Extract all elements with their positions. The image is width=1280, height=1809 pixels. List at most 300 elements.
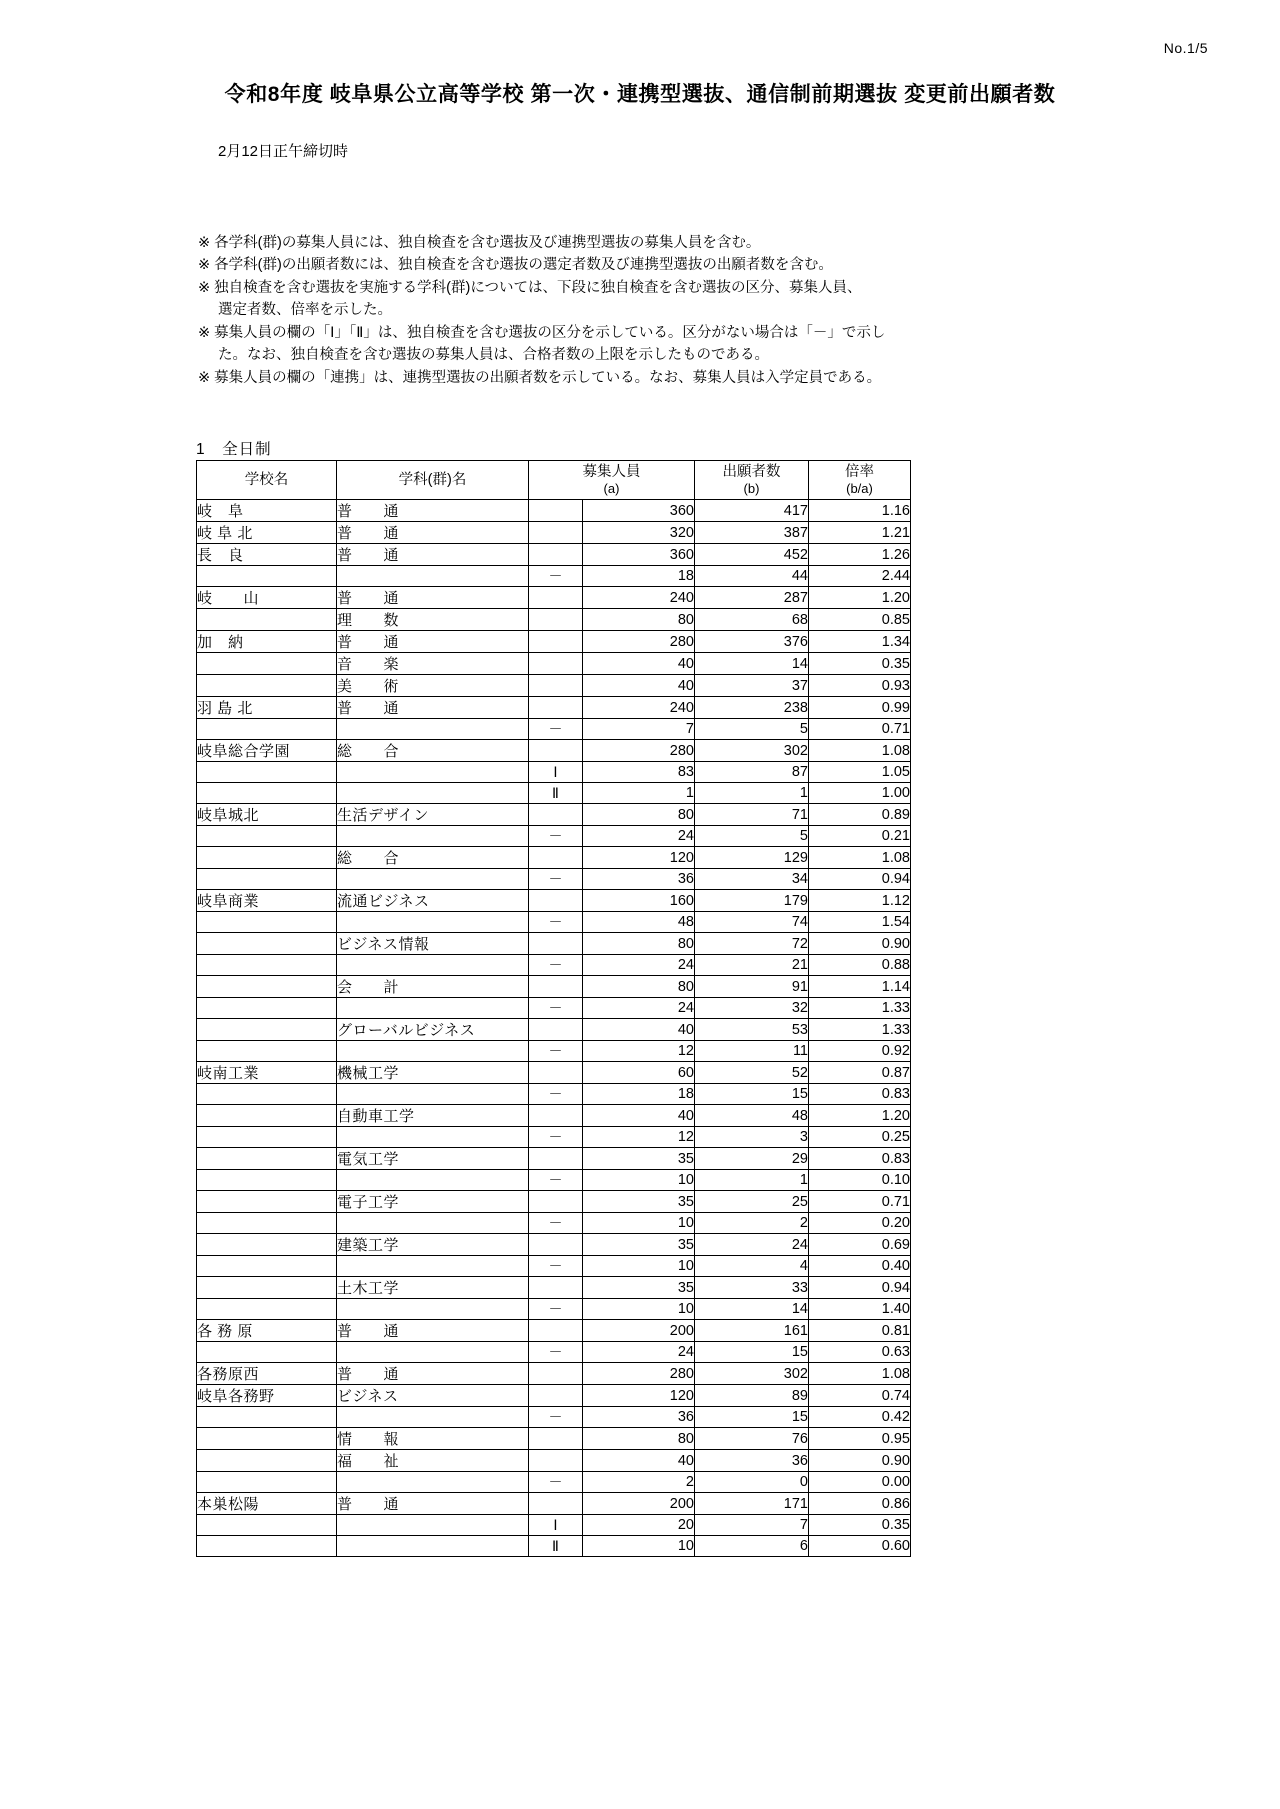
cell-applicants: 89 xyxy=(695,1385,809,1407)
cell-dept: 電子工学 xyxy=(337,1191,529,1213)
cell-category: － xyxy=(529,1342,583,1363)
cell-applicants: 1 xyxy=(695,783,809,804)
cell-quota: 80 xyxy=(583,804,695,826)
cell-category: － xyxy=(529,1213,583,1234)
cell-ratio: 1.20 xyxy=(809,587,911,609)
cell-school xyxy=(197,955,337,976)
cell-school: 岐阜城北 xyxy=(197,804,337,826)
cell-dept xyxy=(337,1213,529,1234)
cell-ratio: 1.33 xyxy=(809,998,911,1019)
cell-ratio: 0.87 xyxy=(809,1062,911,1084)
cell-dept: 普 通 xyxy=(337,1320,529,1342)
cell-applicants: 15 xyxy=(695,1407,809,1428)
cell-quota: 120 xyxy=(583,1385,695,1407)
cell-quota: 320 xyxy=(583,522,695,544)
cell-applicants: 5 xyxy=(695,719,809,740)
cell-ratio: 1.21 xyxy=(809,522,911,544)
cell-category: Ⅱ xyxy=(529,1536,583,1557)
cell-school: 岐 阜 北 xyxy=(197,522,337,544)
cell-school: 本巣松陽 xyxy=(197,1493,337,1515)
header-ratio xyxy=(809,461,911,500)
table-row xyxy=(197,1342,911,1363)
cell-ratio: 0.69 xyxy=(809,1234,911,1256)
cell-ratio: 0.90 xyxy=(809,933,911,955)
cell-applicants: 52 xyxy=(695,1062,809,1084)
table-row xyxy=(197,1191,911,1213)
cell-applicants: 171 xyxy=(695,1493,809,1515)
cell-applicants: 15 xyxy=(695,1342,809,1363)
cell-category: Ⅱ xyxy=(529,783,583,804)
table-row xyxy=(197,609,911,631)
cell-school xyxy=(197,1127,337,1148)
cell-dept xyxy=(337,826,529,847)
cell-ratio: 0.81 xyxy=(809,1320,911,1342)
table-row xyxy=(197,804,911,826)
cell-quota: 48 xyxy=(583,912,695,933)
cell-dept xyxy=(337,1407,529,1428)
table-row xyxy=(197,1148,911,1170)
cell-quota: 40 xyxy=(583,675,695,697)
page-number: No.1/5 xyxy=(1163,40,1208,56)
cell-category xyxy=(529,1234,583,1256)
cell-category: Ⅰ xyxy=(529,1515,583,1536)
cell-category: － xyxy=(529,1299,583,1320)
table-row xyxy=(197,719,911,740)
cell-applicants: 6 xyxy=(695,1536,809,1557)
cell-category xyxy=(529,609,583,631)
cell-ratio: 0.94 xyxy=(809,1277,911,1299)
note-line: ※ 独自検査を含む選抜を実施する学科(群)については、下段に独自検査を含む選抜の区分、募集人員、 xyxy=(198,279,862,296)
cell-applicants: 238 xyxy=(695,697,809,719)
cell-ratio: 0.74 xyxy=(809,1385,911,1407)
table-row xyxy=(197,998,911,1019)
cell-dept: 建築工学 xyxy=(337,1234,529,1256)
table-row xyxy=(197,955,911,976)
cell-category xyxy=(529,1493,583,1515)
cell-applicants: 74 xyxy=(695,912,809,933)
cell-dept: 総 合 xyxy=(337,740,529,762)
cell-applicants: 452 xyxy=(695,544,809,566)
cell-school xyxy=(197,1515,337,1536)
table-row xyxy=(197,762,911,783)
cell-quota: 18 xyxy=(583,1084,695,1105)
cell-category: － xyxy=(529,1084,583,1105)
cell-applicants: 4 xyxy=(695,1256,809,1277)
cell-school xyxy=(197,1084,337,1105)
table-row xyxy=(197,1450,911,1472)
cell-dept: 総 合 xyxy=(337,847,529,869)
cell-quota: 60 xyxy=(583,1062,695,1084)
table-row xyxy=(197,1363,911,1385)
table-row xyxy=(197,1062,911,1084)
cell-ratio: 0.71 xyxy=(809,719,911,740)
cell-school xyxy=(197,762,337,783)
cell-dept xyxy=(337,762,529,783)
cell-ratio: 0.20 xyxy=(809,1213,911,1234)
table-row xyxy=(197,500,911,522)
table-row xyxy=(197,522,911,544)
cell-ratio: 1.34 xyxy=(809,631,911,653)
cell-category: － xyxy=(529,826,583,847)
cell-ratio: 0.71 xyxy=(809,1191,911,1213)
cell-quota: 80 xyxy=(583,976,695,998)
cell-category xyxy=(529,890,583,912)
cell-applicants: 287 xyxy=(695,587,809,609)
table-row xyxy=(197,653,911,675)
cell-dept: 音 楽 xyxy=(337,653,529,675)
header-dept: 学科(群)名 xyxy=(337,461,529,500)
table-row xyxy=(197,1127,911,1148)
header-school: 学校名 xyxy=(197,461,337,500)
cell-school xyxy=(197,1105,337,1127)
cell-ratio: 1.05 xyxy=(809,762,911,783)
cell-ratio: 0.93 xyxy=(809,675,911,697)
cell-quota: 40 xyxy=(583,1105,695,1127)
cell-ratio: 0.63 xyxy=(809,1342,911,1363)
cell-school xyxy=(197,1170,337,1191)
cell-dept: 美 術 xyxy=(337,675,529,697)
table-row xyxy=(197,783,911,804)
cell-school xyxy=(197,1536,337,1557)
cell-dept: 流通ビジネス xyxy=(337,890,529,912)
cell-quota: 12 xyxy=(583,1127,695,1148)
cell-category: － xyxy=(529,1127,583,1148)
cell-category: Ⅰ xyxy=(529,762,583,783)
header-apps-label: 出願者数 xyxy=(722,463,781,480)
cell-ratio: 2.44 xyxy=(809,566,911,587)
cell-category xyxy=(529,933,583,955)
table-row xyxy=(197,890,911,912)
table-row xyxy=(197,869,911,890)
table-row xyxy=(197,1536,911,1557)
cell-school xyxy=(197,933,337,955)
cell-category xyxy=(529,653,583,675)
cell-ratio: 0.90 xyxy=(809,1450,911,1472)
table-row xyxy=(197,740,911,762)
cell-category: － xyxy=(529,566,583,587)
note-line: ※ 各学科(群)の出願者数には、独自検査を含む選抜の選定者数及び連携型選抜の出願者数を含む。 xyxy=(198,257,833,274)
cell-applicants: 14 xyxy=(695,653,809,675)
cell-ratio: 0.92 xyxy=(809,1041,911,1062)
table-row xyxy=(197,1428,911,1450)
cell-applicants: 29 xyxy=(695,1148,809,1170)
cell-school: 岐阜各務野 xyxy=(197,1385,337,1407)
note-line: ※ 各学科(群)の募集人員には、独自検査を含む選抜及び連携型選抜の募集人員を含む。 xyxy=(198,235,761,251)
cell-school: 羽 島 北 xyxy=(197,697,337,719)
cell-applicants: 2 xyxy=(695,1213,809,1234)
cell-school xyxy=(197,1191,337,1213)
cell-dept: 会 計 xyxy=(337,976,529,998)
cell-category xyxy=(529,1277,583,1299)
cell-school: 岐阜総合学園 xyxy=(197,740,337,762)
cell-ratio: 1.08 xyxy=(809,847,911,869)
cell-applicants: 24 xyxy=(695,1234,809,1256)
cell-category xyxy=(529,1450,583,1472)
cell-dept: 福 祉 xyxy=(337,1450,529,1472)
cell-dept xyxy=(337,912,529,933)
table-row xyxy=(197,847,911,869)
cell-category: － xyxy=(529,1407,583,1428)
cell-quota: 40 xyxy=(583,653,695,675)
table-row xyxy=(197,697,911,719)
cell-quota: 240 xyxy=(583,697,695,719)
cell-school xyxy=(197,912,337,933)
cell-applicants: 48 xyxy=(695,1105,809,1127)
cell-applicants: 36 xyxy=(695,1450,809,1472)
cell-dept: 普 通 xyxy=(337,500,529,522)
cell-quota: 83 xyxy=(583,762,695,783)
cell-dept xyxy=(337,955,529,976)
cell-category xyxy=(529,976,583,998)
cell-dept: 普 通 xyxy=(337,1493,529,1515)
table-row xyxy=(197,976,911,998)
cell-quota: 200 xyxy=(583,1320,695,1342)
table-row xyxy=(197,912,911,933)
table-row xyxy=(197,1472,911,1493)
cell-applicants: 302 xyxy=(695,740,809,762)
cell-dept xyxy=(337,869,529,890)
cell-quota: 10 xyxy=(583,1213,695,1234)
table-row xyxy=(197,587,911,609)
table-row xyxy=(197,1213,911,1234)
cell-ratio: 0.60 xyxy=(809,1536,911,1557)
cell-quota: 35 xyxy=(583,1191,695,1213)
table-row xyxy=(197,1385,911,1407)
cell-dept: 普 通 xyxy=(337,587,529,609)
cell-ratio: 0.85 xyxy=(809,609,911,631)
cell-category xyxy=(529,1105,583,1127)
cell-school xyxy=(197,1234,337,1256)
cell-applicants: 3 xyxy=(695,1127,809,1148)
cell-quota: 10 xyxy=(583,1256,695,1277)
cell-category xyxy=(529,587,583,609)
cell-category xyxy=(529,740,583,762)
table-row xyxy=(197,1234,911,1256)
table-row xyxy=(197,933,911,955)
cell-category: － xyxy=(529,719,583,740)
cell-dept xyxy=(337,1170,529,1191)
note-line: た。なお、独自検査を含む選抜の募集人員は、合格者数の上限を示したものである。 xyxy=(218,347,769,364)
cell-school xyxy=(197,566,337,587)
cell-applicants: 37 xyxy=(695,675,809,697)
cell-category: － xyxy=(529,1256,583,1277)
cell-ratio: 0.95 xyxy=(809,1428,911,1450)
cell-ratio: 1.08 xyxy=(809,740,911,762)
cell-quota: 10 xyxy=(583,1170,695,1191)
cell-school xyxy=(197,976,337,998)
table-row xyxy=(197,1019,911,1041)
cell-school xyxy=(197,1019,337,1041)
header-apps xyxy=(695,461,809,500)
cell-quota: 10 xyxy=(583,1536,695,1557)
cell-quota: 1 xyxy=(583,783,695,804)
cell-applicants: 32 xyxy=(695,998,809,1019)
cell-school: 岐阜商業 xyxy=(197,890,337,912)
cell-category xyxy=(529,1428,583,1450)
table-row xyxy=(197,1515,911,1536)
note-line: ※ 募集人員の欄の「Ⅰ」「Ⅱ」は、独自検査を含む選抜の区分を示している。区分がない場合は「－」で示し xyxy=(198,324,886,341)
cell-category: － xyxy=(529,1472,583,1493)
cell-dept: 機械工学 xyxy=(337,1062,529,1084)
cell-quota: 12 xyxy=(583,1041,695,1062)
cell-dept xyxy=(337,719,529,740)
cell-dept: 自動車工学 xyxy=(337,1105,529,1127)
cell-dept xyxy=(337,1299,529,1320)
cell-quota: 24 xyxy=(583,826,695,847)
cell-school xyxy=(197,1450,337,1472)
cell-dept xyxy=(337,1127,529,1148)
cell-category: － xyxy=(529,1170,583,1191)
cell-school xyxy=(197,1277,337,1299)
cell-ratio: 0.99 xyxy=(809,697,911,719)
cell-dept xyxy=(337,1041,529,1062)
cell-category: － xyxy=(529,955,583,976)
cell-applicants: 76 xyxy=(695,1428,809,1450)
cell-school xyxy=(197,998,337,1019)
cell-quota: 80 xyxy=(583,933,695,955)
cell-school: 加 納 xyxy=(197,631,337,653)
cell-category xyxy=(529,675,583,697)
table-row xyxy=(197,1041,911,1062)
cell-quota: 160 xyxy=(583,890,695,912)
cell-dept: 生活デザイン xyxy=(337,804,529,826)
table-row xyxy=(197,1320,911,1342)
cell-school xyxy=(197,826,337,847)
cell-quota: 280 xyxy=(583,631,695,653)
cell-applicants: 25 xyxy=(695,1191,809,1213)
cell-applicants: 21 xyxy=(695,955,809,976)
cell-school: 各務原西 xyxy=(197,1363,337,1385)
cell-dept: 普 通 xyxy=(337,544,529,566)
cell-dept xyxy=(337,1342,529,1363)
cell-ratio: 1.33 xyxy=(809,1019,911,1041)
cell-school xyxy=(197,1041,337,1062)
table-body xyxy=(197,500,911,1557)
cell-dept: 普 通 xyxy=(337,631,529,653)
cell-school xyxy=(197,1407,337,1428)
cell-school: 長 良 xyxy=(197,544,337,566)
cell-quota: 40 xyxy=(583,1450,695,1472)
cell-ratio: 0.83 xyxy=(809,1148,911,1170)
cell-applicants: 33 xyxy=(695,1277,809,1299)
cell-applicants: 5 xyxy=(695,826,809,847)
cell-quota: 280 xyxy=(583,740,695,762)
cell-quota: 7 xyxy=(583,719,695,740)
header-apps-sub: (b) xyxy=(743,480,760,496)
cell-applicants: 7 xyxy=(695,1515,809,1536)
cell-quota: 280 xyxy=(583,1363,695,1385)
cell-ratio: 1.16 xyxy=(809,500,911,522)
cell-school: 岐 阜 xyxy=(197,500,337,522)
cell-quota: 360 xyxy=(583,500,695,522)
cell-ratio: 0.35 xyxy=(809,1515,911,1536)
note-line: ※ 募集人員の欄の「連携」は、連携型選抜の出願者数を示している。なお、募集人員は入学定員である。 xyxy=(198,369,882,386)
table-row xyxy=(197,1299,911,1320)
cell-applicants: 15 xyxy=(695,1084,809,1105)
cell-category: － xyxy=(529,912,583,933)
cell-school xyxy=(197,1472,337,1493)
cell-dept xyxy=(337,783,529,804)
cell-category xyxy=(529,631,583,653)
cell-category xyxy=(529,1191,583,1213)
cell-school xyxy=(197,1213,337,1234)
cell-dept: 電気工学 xyxy=(337,1148,529,1170)
page-title: 令和8年度 岐阜県公立高等学校 第一次・連携型選抜、通信制前期選抜 変更前出願者数 xyxy=(224,83,1056,106)
cell-category xyxy=(529,1062,583,1084)
cell-quota: 24 xyxy=(583,955,695,976)
cell-category xyxy=(529,1385,583,1407)
cell-dept xyxy=(337,1536,529,1557)
cell-school xyxy=(197,653,337,675)
cell-category: － xyxy=(529,1041,583,1062)
table-row xyxy=(197,1105,911,1127)
cell-dept: 土木工学 xyxy=(337,1277,529,1299)
cell-ratio: 0.00 xyxy=(809,1472,911,1493)
cell-dept: 普 通 xyxy=(337,697,529,719)
cell-ratio: 0.94 xyxy=(809,869,911,890)
cell-school xyxy=(197,1342,337,1363)
table-row xyxy=(197,1084,911,1105)
cell-dept: グローバルビジネス xyxy=(337,1019,529,1041)
cell-dept xyxy=(337,1256,529,1277)
cell-quota: 80 xyxy=(583,1428,695,1450)
cell-ratio: 1.26 xyxy=(809,544,911,566)
cell-dept xyxy=(337,1515,529,1536)
table-row xyxy=(197,544,911,566)
table-row xyxy=(197,1407,911,1428)
cell-applicants: 387 xyxy=(695,522,809,544)
cell-category: － xyxy=(529,869,583,890)
cell-school xyxy=(197,783,337,804)
cell-category xyxy=(529,1320,583,1342)
cell-applicants: 44 xyxy=(695,566,809,587)
section-label: 1 全日制 xyxy=(196,441,272,458)
cell-ratio: 1.14 xyxy=(809,976,911,998)
deadline-text: 2月12日正午締切時 xyxy=(218,143,349,160)
cell-dept: ビジネス情報 xyxy=(337,933,529,955)
cell-applicants: 14 xyxy=(695,1299,809,1320)
cell-ratio: 0.25 xyxy=(809,1127,911,1148)
cell-ratio: 1.08 xyxy=(809,1363,911,1385)
cell-category xyxy=(529,697,583,719)
cell-quota: 35 xyxy=(583,1234,695,1256)
cell-school: 岐 山 xyxy=(197,587,337,609)
cell-category xyxy=(529,522,583,544)
table-row xyxy=(197,1170,911,1191)
cell-category xyxy=(529,804,583,826)
cell-school xyxy=(197,719,337,740)
cell-ratio: 0.35 xyxy=(809,653,911,675)
cell-quota: 360 xyxy=(583,544,695,566)
table-header-row xyxy=(197,461,911,500)
header-ratio-label: 倍率 xyxy=(845,463,874,480)
cell-applicants: 1 xyxy=(695,1170,809,1191)
table-row xyxy=(197,1277,911,1299)
cell-quota: 36 xyxy=(583,1407,695,1428)
cell-quota: 20 xyxy=(583,1515,695,1536)
cell-ratio: 0.89 xyxy=(809,804,911,826)
cell-applicants: 53 xyxy=(695,1019,809,1041)
table-row xyxy=(197,675,911,697)
cell-quota: 35 xyxy=(583,1277,695,1299)
cell-school xyxy=(197,1299,337,1320)
cell-quota: 2 xyxy=(583,1472,695,1493)
cell-applicants: 302 xyxy=(695,1363,809,1385)
cell-applicants: 0 xyxy=(695,1472,809,1493)
cell-applicants: 91 xyxy=(695,976,809,998)
table-row xyxy=(197,826,911,847)
cell-quota: 120 xyxy=(583,847,695,869)
